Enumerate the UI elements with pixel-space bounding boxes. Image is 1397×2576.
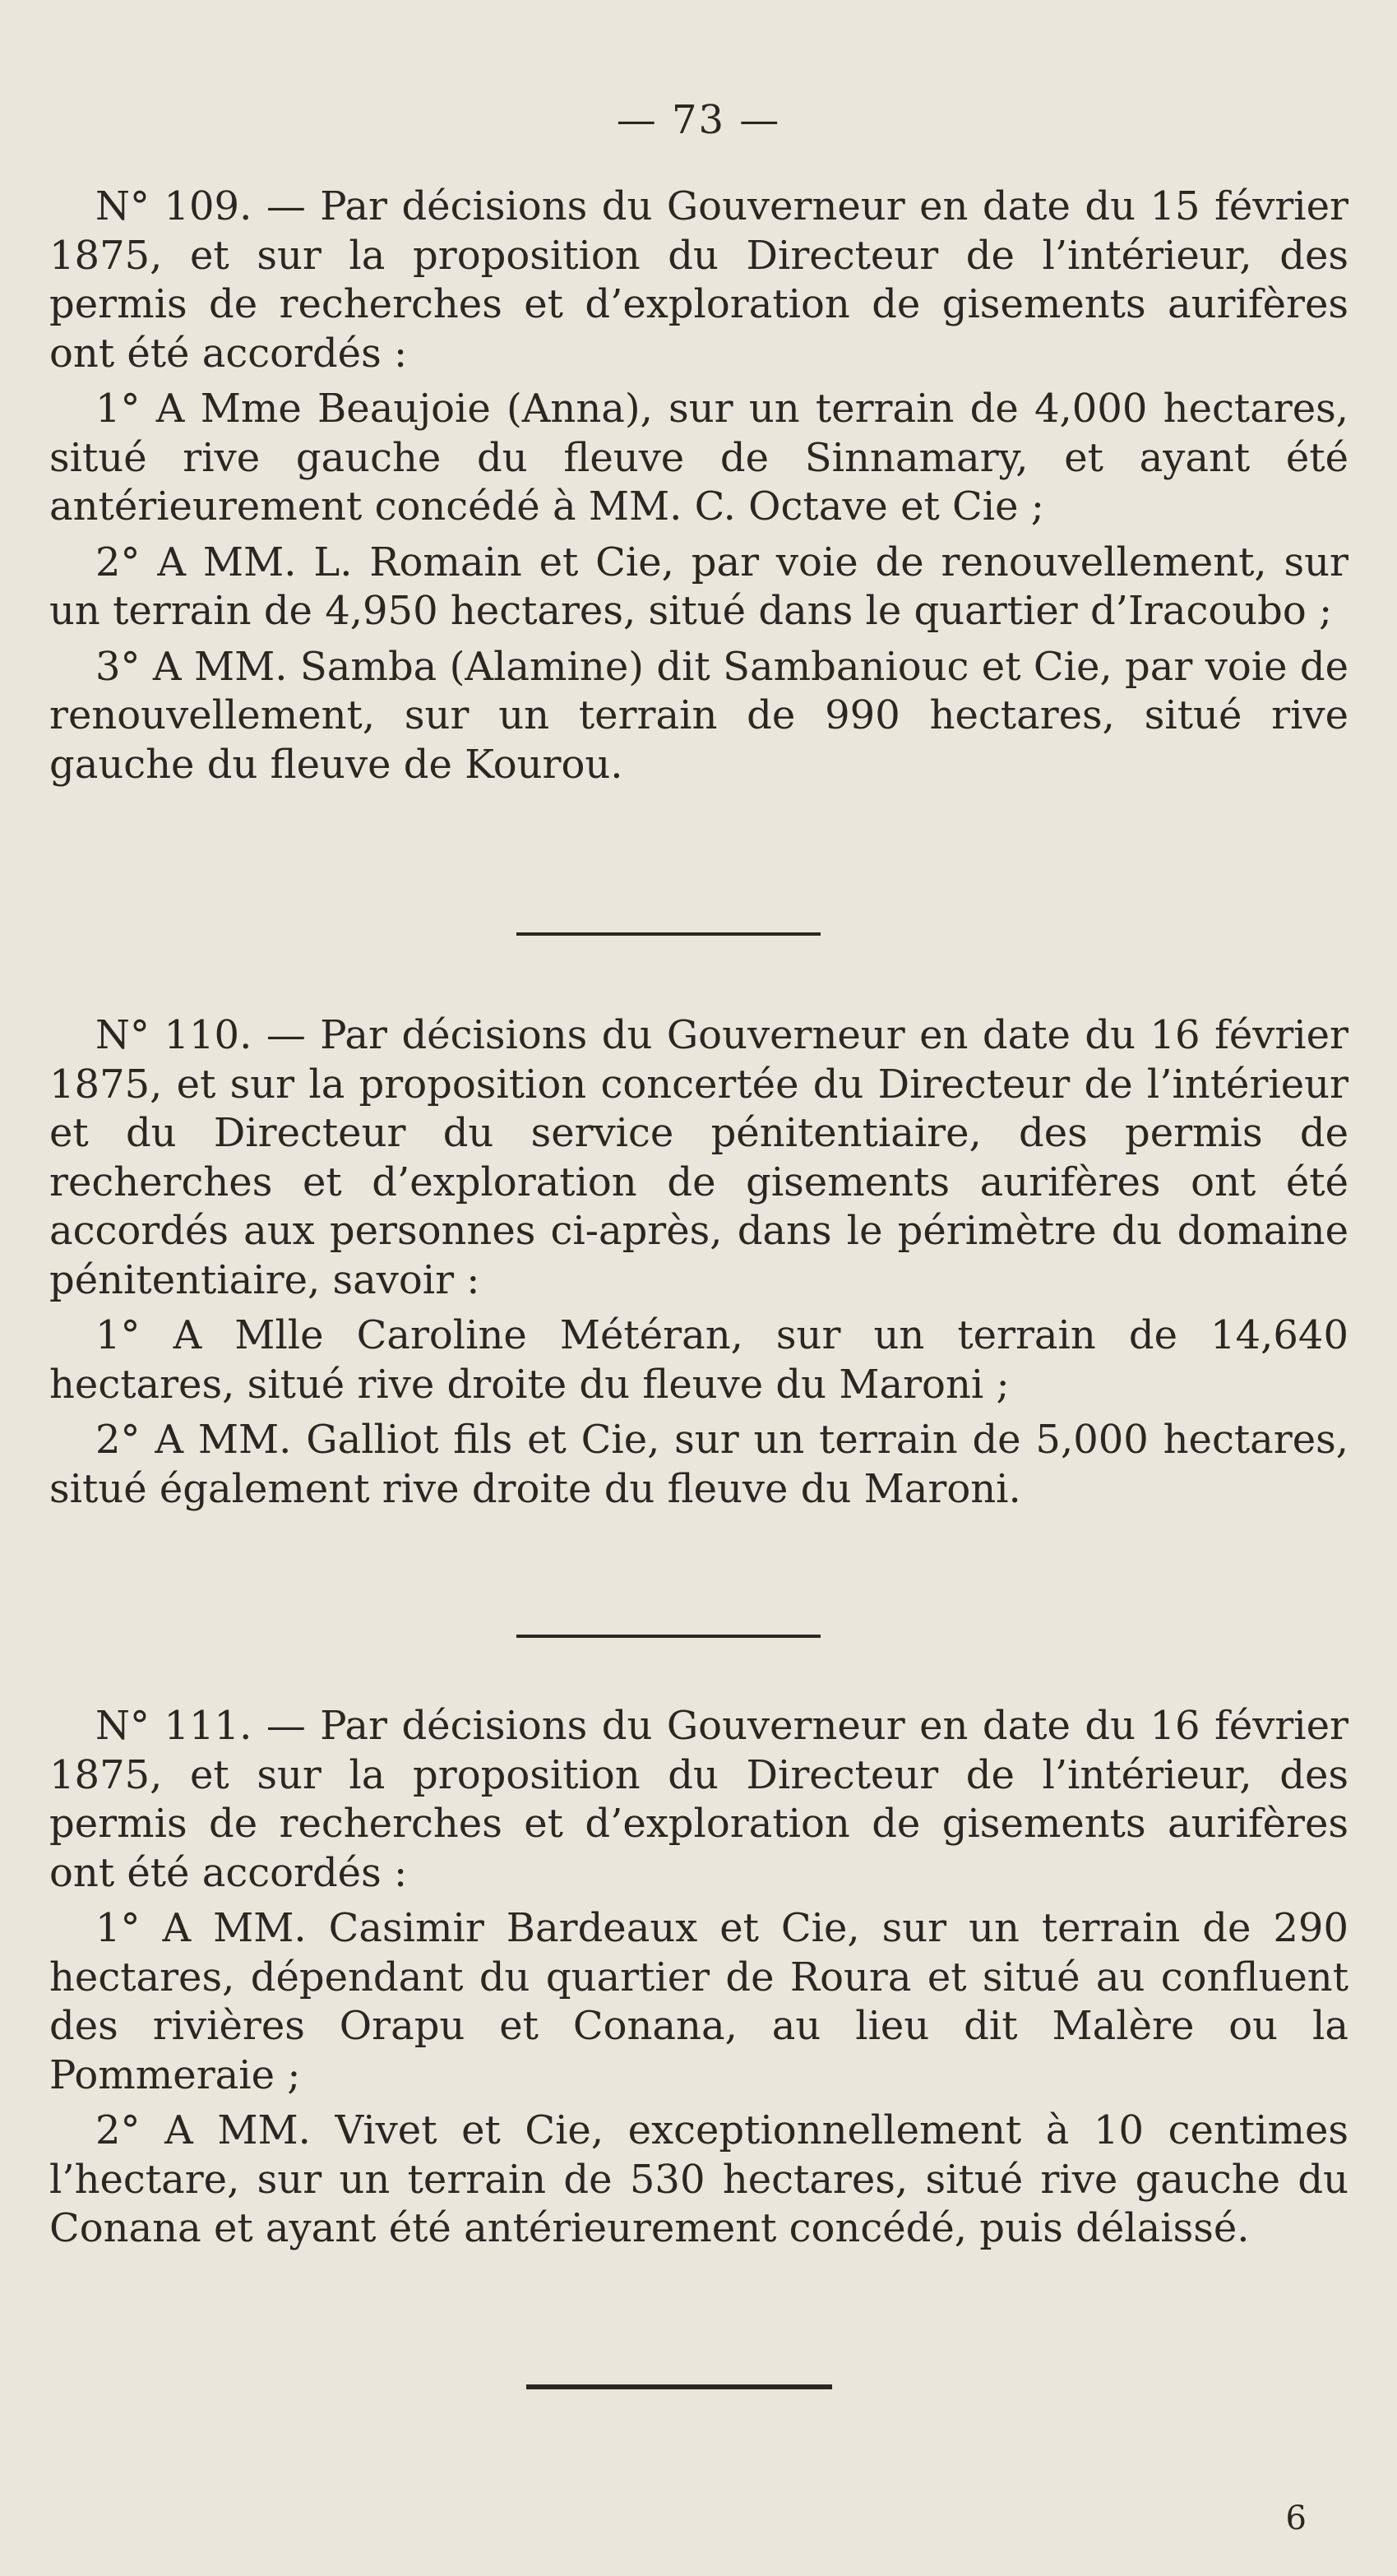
section-111-item-1: 1° A MM. Casimir Bardeaux et Cie, sur un terrain de 290 hectares, dépendant du quartier de Roura et situé au confluent des rivières Orapu et Conana, au lieu dit Malère ou la Pommeraie ;	[49, 1905, 1348, 2098]
section-divider-3	[526, 2384, 832, 2389]
section-110	[49, 1011, 1348, 1514]
section-109-lead: N° 109. — Par décisions du Gouverneur en date du 15 février 1875, et sur la proposition du Directeur de l’intérieur, des permis de recherches et d’exploration de gisements aurifères ont été accordés :	[49, 183, 1348, 377]
section-110-lead: N° 110. — Par décisions du Gouverneur en date du 16 février 1875, et sur la proposition concertée du Directeur de l’intérieur et du Directeur du service pénitentiaire, des permis de recherches et d’exploration de gisements aurifères ont été accordés aux personnes ci-après, dans le périmètre du domaine pénitentiaire, savoir :	[49, 1012, 1348, 1303]
page-number: — 73 —	[616, 97, 781, 143]
signature-mark: 6	[1285, 2500, 1307, 2537]
section-110-item-1: 1° A Mlle Caroline Météran, sur un terrain de 14,640 hectares, situé rive droite du fleuve du Maroni ;	[49, 1312, 1348, 1408]
section-109-item-1: 1° A Mme Beaujoie (Anna), sur un terrain de 4,000 hectares, situé rive gauche du fleuve de Sinnamary, et ayant été antérieurement concédé à MM. C. Octave et Cie ;	[49, 386, 1348, 530]
section-111-lead: N° 111. — Par décisions du Gouverneur en date du 16 février 1875, et sur la proposition du Directeur de l’intérieur, des permis de recherches et d’exploration de gisements aurifères ont été accordés :	[49, 1703, 1348, 1896]
section-111	[49, 1702, 1348, 2254]
section-111-item-2: 2° A MM. Vivet et Cie, exceptionnellement à 10 centimes l’hectare, sur un terrain de 530 hectares, situé rive gauche du Conana et ayant été antérieurement concédé, puis délaissé.	[49, 2107, 1348, 2251]
section-109-item-2: 2° A MM. L. Romain et Cie, par voie de renouvellement, sur un terrain de 4,950 hectares, situé dans le quartier d’Iracoubo ;	[49, 539, 1348, 634]
section-109	[49, 183, 1348, 789]
section-divider-2	[516, 1635, 821, 1638]
section-109-item-3: 3° A MM. Samba (Alamine) dit Sambaniouc et Cie, par voie de renouvellement, sur un terrain de 990 hectares, situé rive gauche du fleuve de Kourou.	[49, 643, 1348, 788]
section-divider-1	[516, 932, 821, 936]
section-110-item-2: 2° A MM. Galliot fils et Cie, sur un terrain de 5,000 hectares, situé également rive droite du fleuve du Maroni.	[49, 1417, 1348, 1512]
